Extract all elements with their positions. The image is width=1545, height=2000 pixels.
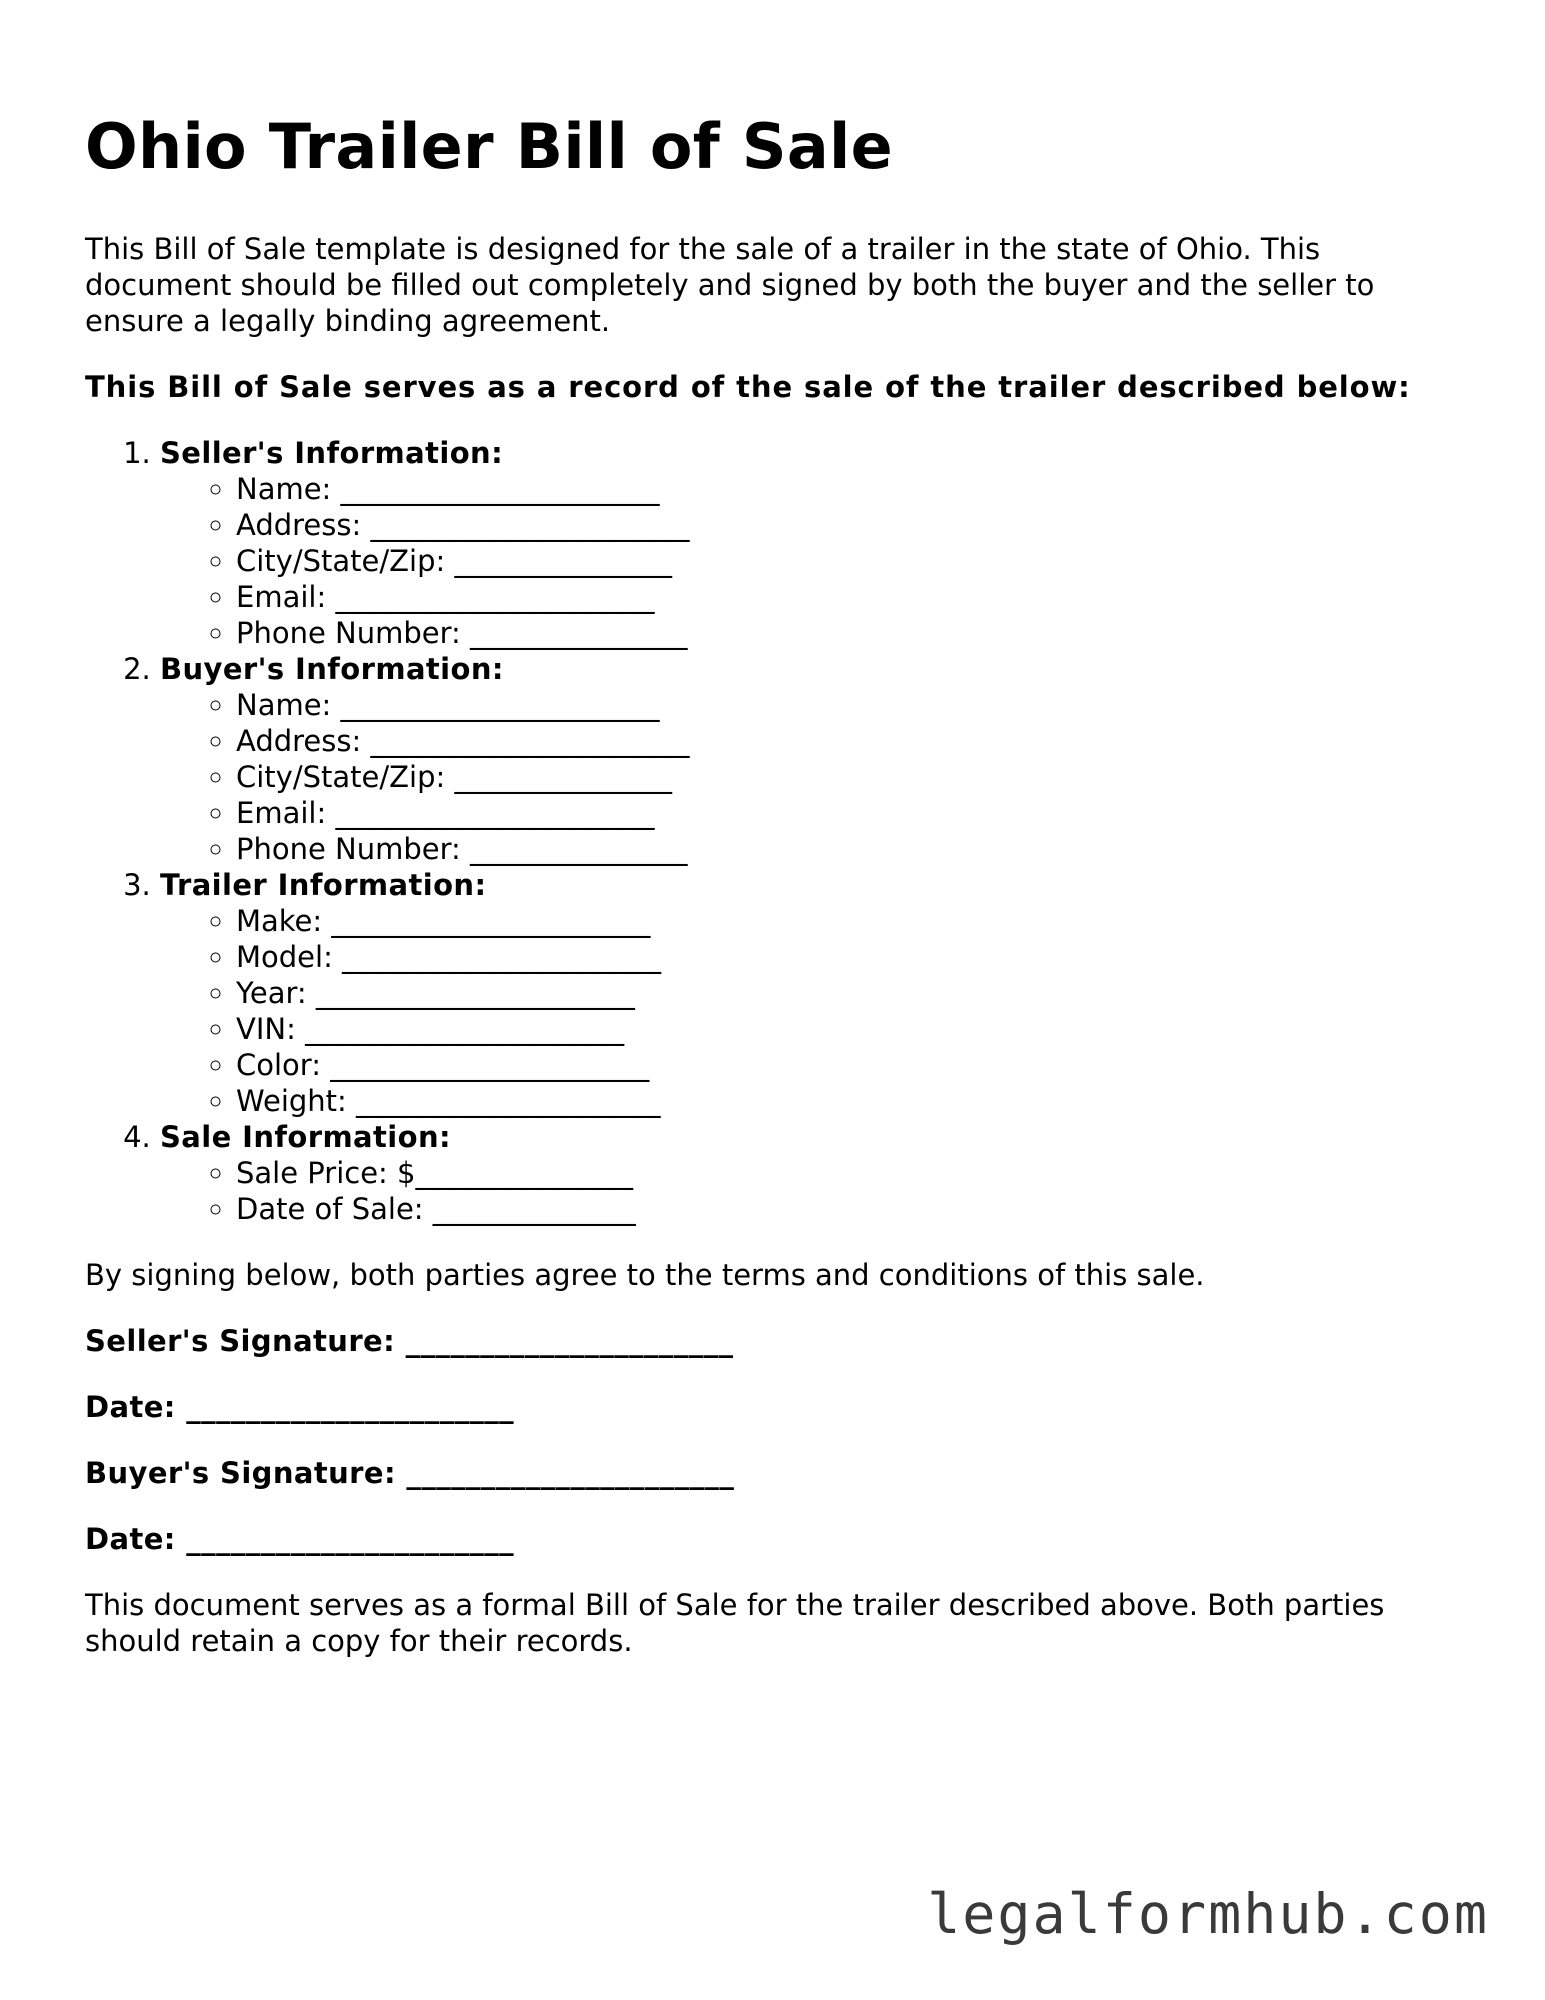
- document-title: Ohio Trailer Bill of Sale: [85, 110, 893, 183]
- trailer-vin-field: ◦ VIN: ______________________: [236, 1011, 1465, 1047]
- buyer-fields: [160, 687, 1465, 867]
- trailer-model-field: ◦ Model: ______________________: [236, 939, 1465, 975]
- agreement-statement: By signing below, both parties agree to the terms and conditions of this sale.: [85, 1258, 1205, 1292]
- buyer-name-field: ◦ Name: ______________________: [236, 687, 1465, 723]
- sections-list: [85, 435, 1465, 1227]
- section-trailer: [160, 867, 1465, 1119]
- section-title: Sale Information:: [160, 1120, 451, 1154]
- buyer-address-field: ◦ Address: ______________________: [236, 723, 1465, 759]
- trailer-color-field: ◦ Color: ______________________: [236, 1047, 1465, 1083]
- trailer-make-field: ◦ Make: ______________________: [236, 903, 1465, 939]
- seller-name-field: ◦ Name: ______________________: [236, 471, 1465, 507]
- sale-price-field: ◦ Sale Price: $_______________: [236, 1155, 1465, 1191]
- site-watermark: legalformhub.com: [927, 1882, 1489, 1946]
- section-title: Seller's Information:: [160, 436, 504, 470]
- trailer-weight-field: ◦ Weight: _____________________: [236, 1083, 1465, 1119]
- section-seller: [160, 435, 1465, 651]
- seller-city-state-zip-field: ◦ City/State/Zip: _______________: [236, 543, 1465, 579]
- lead-statement: This Bill of Sale serves as a record of the sale of the trailer described below:: [85, 370, 1411, 404]
- buyer-signature-line: Buyer's Signature: ______________________: [85, 1456, 735, 1490]
- trailer-year-field: ◦ Year: ______________________: [236, 975, 1465, 1011]
- document-page: [85, 105, 1465, 1659]
- section-title: Buyer's Information:: [160, 652, 504, 686]
- section-sale: [160, 1119, 1465, 1227]
- buyer-date-line: Date: ______________________: [85, 1522, 515, 1556]
- seller-signature-line: Seller's Signature: ______________________: [85, 1324, 734, 1358]
- section-title: Trailer Information:: [160, 868, 487, 902]
- buyer-phone-field: ◦ Phone Number: _______________: [236, 831, 1465, 867]
- seller-fields: [160, 471, 1465, 651]
- seller-address-field: ◦ Address: ______________________: [236, 507, 1465, 543]
- sale-date-field: ◦ Date of Sale: ______________: [236, 1191, 1465, 1227]
- intro-paragraph: This Bill of Sale template is designed for the sale of a trailer in the state of Ohio. This document should be filled out completely and signed by both the buyer and the seller to ensure a legally binding agreement.: [85, 232, 1375, 338]
- buyer-city-state-zip-field: ◦ City/State/Zip: _______________: [236, 759, 1465, 795]
- seller-phone-field: ◦ Phone Number: _______________: [236, 615, 1465, 651]
- buyer-email-field: ◦ Email: ______________________: [236, 795, 1465, 831]
- seller-date-line: Date: ______________________: [85, 1390, 515, 1424]
- sale-fields: [160, 1155, 1465, 1227]
- trailer-fields: [160, 903, 1465, 1119]
- section-buyer: [160, 651, 1465, 867]
- closing-paragraph: This document serves as a formal Bill of Sale for the trailer described above. Both parties should retain a copy for their records.: [85, 1588, 1385, 1658]
- seller-email-field: ◦ Email: ______________________: [236, 579, 1465, 615]
